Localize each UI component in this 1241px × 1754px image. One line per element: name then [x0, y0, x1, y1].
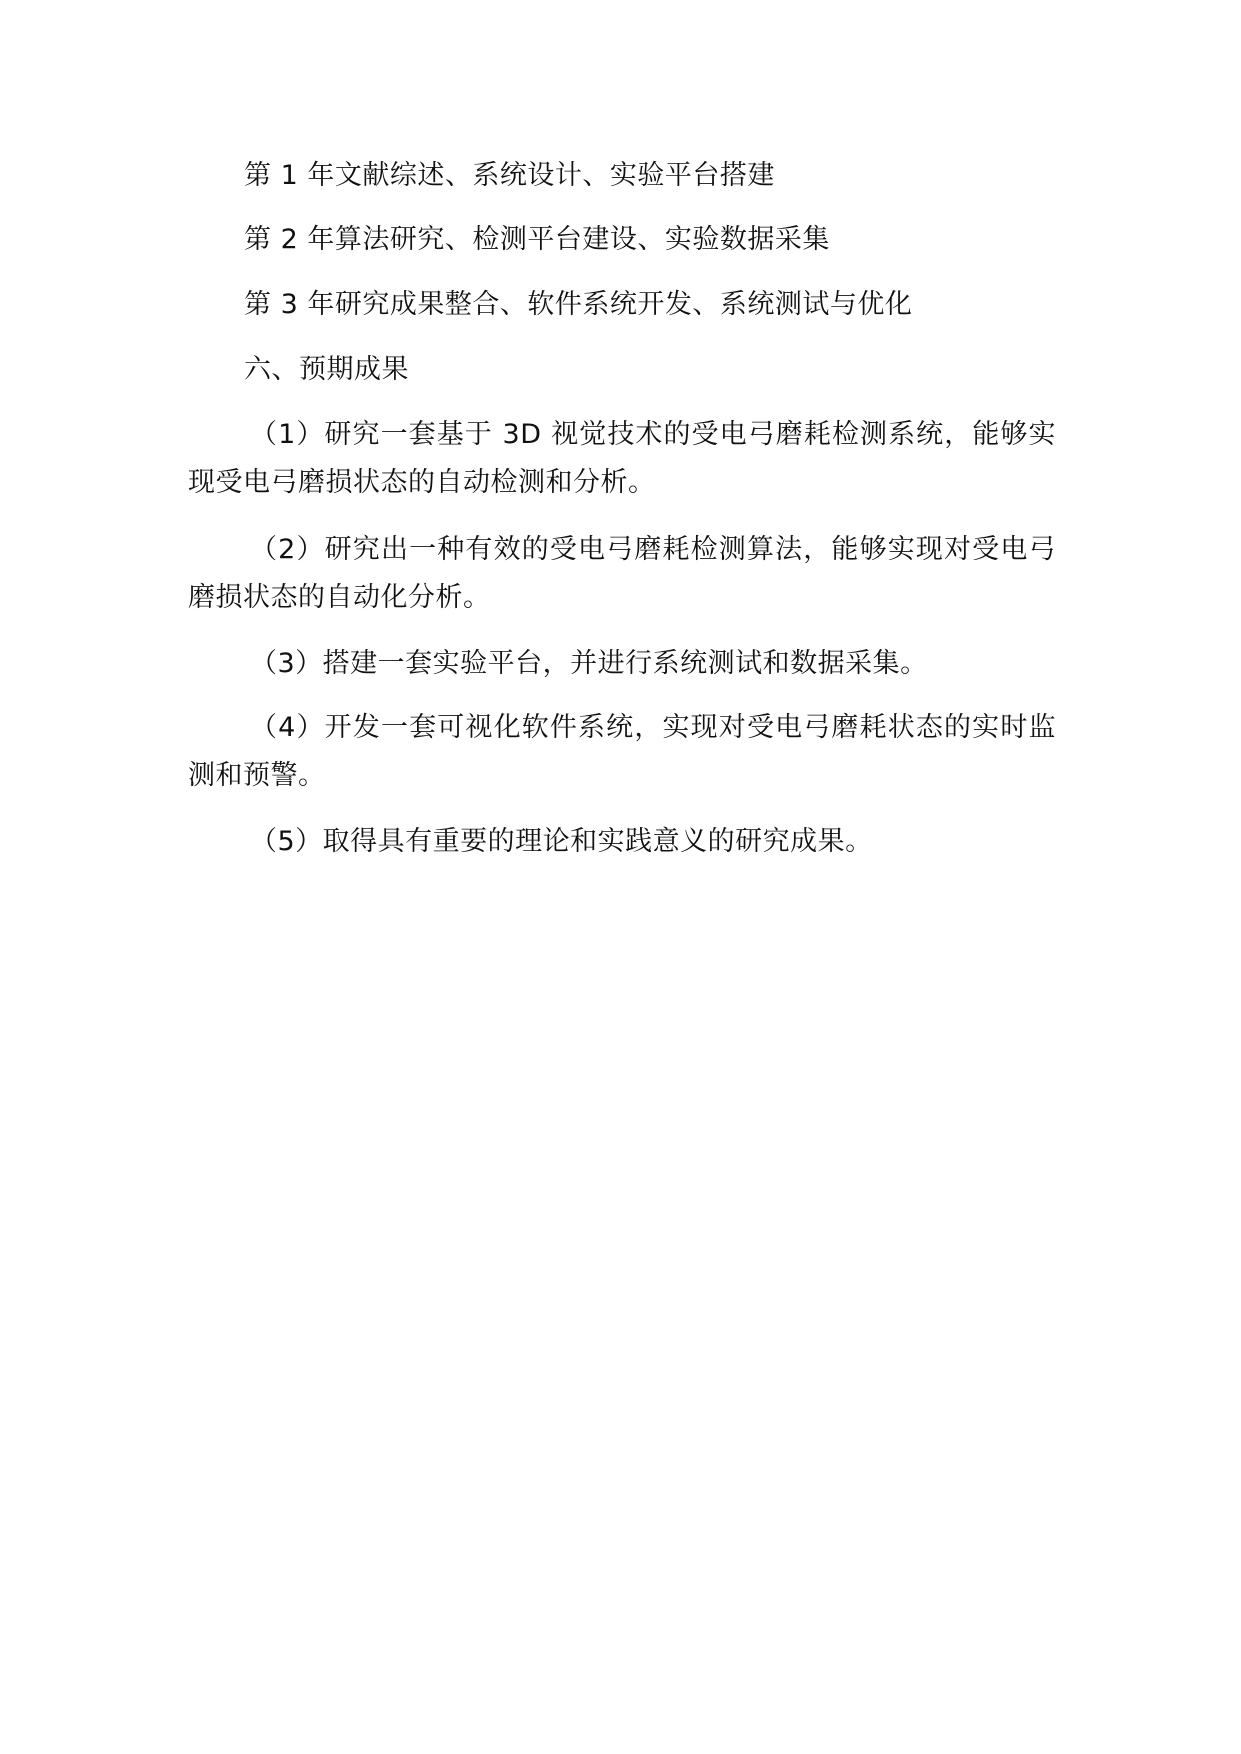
outcome-5: （5）取得具有重要的理论和实践意义的研究成果。 — [250, 826, 873, 857]
outcome-2: （2）研究出一种有效的受电弓磨耗检测算法，能够实现对受电弓磨损状态的自动化分析。 — [188, 534, 1056, 613]
schedule-year-3: 第 3 年研究成果整合、软件系统开发、系统测试与优化 — [244, 289, 913, 320]
outcome-3: （3）搭建一套实验平台，并进行系统测试和数据采集。 — [250, 648, 928, 679]
outcome-4: （4）开发一套可视化软件系统，实现对受电弓磨耗状态的实时监测和预警。 — [188, 712, 1056, 791]
schedule-year-1: 第 1 年文献综述、系统设计、实验平台搭建 — [244, 160, 775, 191]
schedule-year-2: 第 2 年算法研究、检测平台建设、实验数据采集 — [244, 224, 830, 255]
section-heading: 六、预期成果 — [244, 354, 409, 385]
outcome-1: （1）研究一套基于 3D 视觉技术的受电弓磨耗检测系统，能够实现受电弓磨损状态的自动检测和分析。 — [188, 419, 1056, 498]
